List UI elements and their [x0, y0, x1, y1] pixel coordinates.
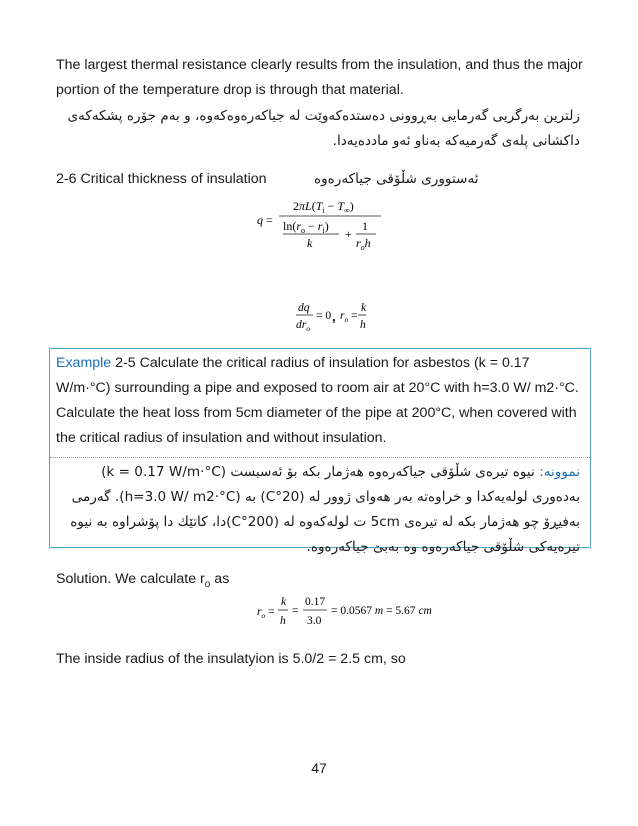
example-label: Example: [56, 355, 112, 371]
svg-text:0.17: 0.17: [305, 596, 326, 608]
example-box: [49, 348, 591, 555]
heat-flow-equation: [255, 196, 385, 260]
svg-text:ro =: $r_o$ =: [257, 606, 275, 620]
svg-text:3.0: 3.0: [307, 615, 322, 627]
svg-text:ro =: $r_o$ =: [340, 310, 358, 324]
critical-radius-graphic: [255, 591, 435, 635]
page-number: 47: [311, 760, 327, 776]
solution-suffix: as: [210, 571, 230, 587]
section-heading-kurdish: ئەستووری شڵۆقی جیاکەرەوە: [314, 171, 479, 187]
example-body-kurdish: نیوە تیرەی شڵۆقی جیاکەرەوە هەژمار بکە بۆ ئەسبست (k = 0.17 W/m·°C) بەدەوری لولەیەکدا و خراوەتە بەر هەوای ژوور لە (20°C) بە (h=3.0 W/ m2·°C). گەرمی بەفیڕۆ چو هەژمار بکە لە تیرەی 5cm ت لولەکەوە لە (200°C)دا، کاتێك دا پۆشراوە بە نیوە تیرەیەکی شڵۆقی جیاکەرەوە وە بەبێ جیاکەرەوە.: [70, 464, 580, 555]
example-text-kurdish: [56, 460, 580, 560]
example-label-kurdish: نموونە:: [539, 464, 580, 480]
section-heading: 2-6 Critical thickness of insulation: [56, 171, 267, 187]
svg-text:1: 1: [362, 219, 368, 233]
svg-text:+: +: [345, 227, 352, 241]
svg-text:ln(ro − ri): $\ln(r_o - r_i)$: [283, 219, 329, 235]
inside-radius-line: The inside radius of the insulatyion is 5.0/2 = 2.5 cm, so: [56, 651, 406, 667]
svg-text:roh: $r_oh$: [356, 236, 371, 252]
solution-subscript: o: [204, 578, 211, 590]
svg-text:dro: $dr_o$: [296, 319, 310, 333]
svg-text:k: k: [361, 302, 366, 314]
svg-text:=: =: [266, 213, 273, 227]
paragraph-thermal-resistance-kurdish: زلترین بەرگریی گەرمایی بەڕوونی دەستدەکەوێت لە جیاکەرەوەکەوە، و بەم جۆرە پشکەکەی داکشانی پلەی گەرمیەکە بەناو ئەو ماددەیەدا.: [67, 108, 580, 149]
svg-text:k: k: [307, 236, 313, 250]
example-text: [56, 351, 584, 451]
svg-text:= 0: = 0: [316, 310, 332, 322]
critical-condition-graphic: [296, 297, 366, 337]
svg-text:k: k: [281, 596, 287, 608]
svg-text:h: h: [360, 319, 366, 331]
example-body: 2-5 Calculate the critical radius of insulation for asbestos (k = 0.17 W/m·°C) surrounding a pipe and exposed to room air at 20°C with h=3.0 W/ m2·°C. Calculate the heat loss from 5cm diameter of the pipe at 200°C, when covered with the critical radius of insulation and without insulation.: [56, 355, 579, 446]
svg-text:,: ,: [332, 309, 336, 324]
svg-text:= 0.0567 m = 5.67 cm: = 0.0567 m = 5.67 cm: [331, 605, 432, 617]
svg-text:2πL(Ti − T∞): $2\pi L(T_i - T_\infty)$: [293, 199, 354, 215]
paragraph-thermal-resistance: The largest thermal resistance clearly results from the insulation, and thus the major portion of the temperature drop is through that material.: [56, 57, 583, 98]
solution-line: [56, 571, 229, 590]
svg-text:q: q: [257, 213, 263, 227]
critical-condition-equation: [296, 297, 366, 337]
svg-text:h: h: [280, 615, 286, 627]
critical-radius-equation: [255, 591, 435, 635]
heat-flow-equation-graphic: [255, 196, 385, 260]
svg-text:dq: dq: [298, 302, 310, 314]
solution-text: Solution. We calculate r: [56, 571, 205, 587]
example-divider: [50, 457, 590, 458]
svg-text:=: =: [292, 605, 299, 617]
